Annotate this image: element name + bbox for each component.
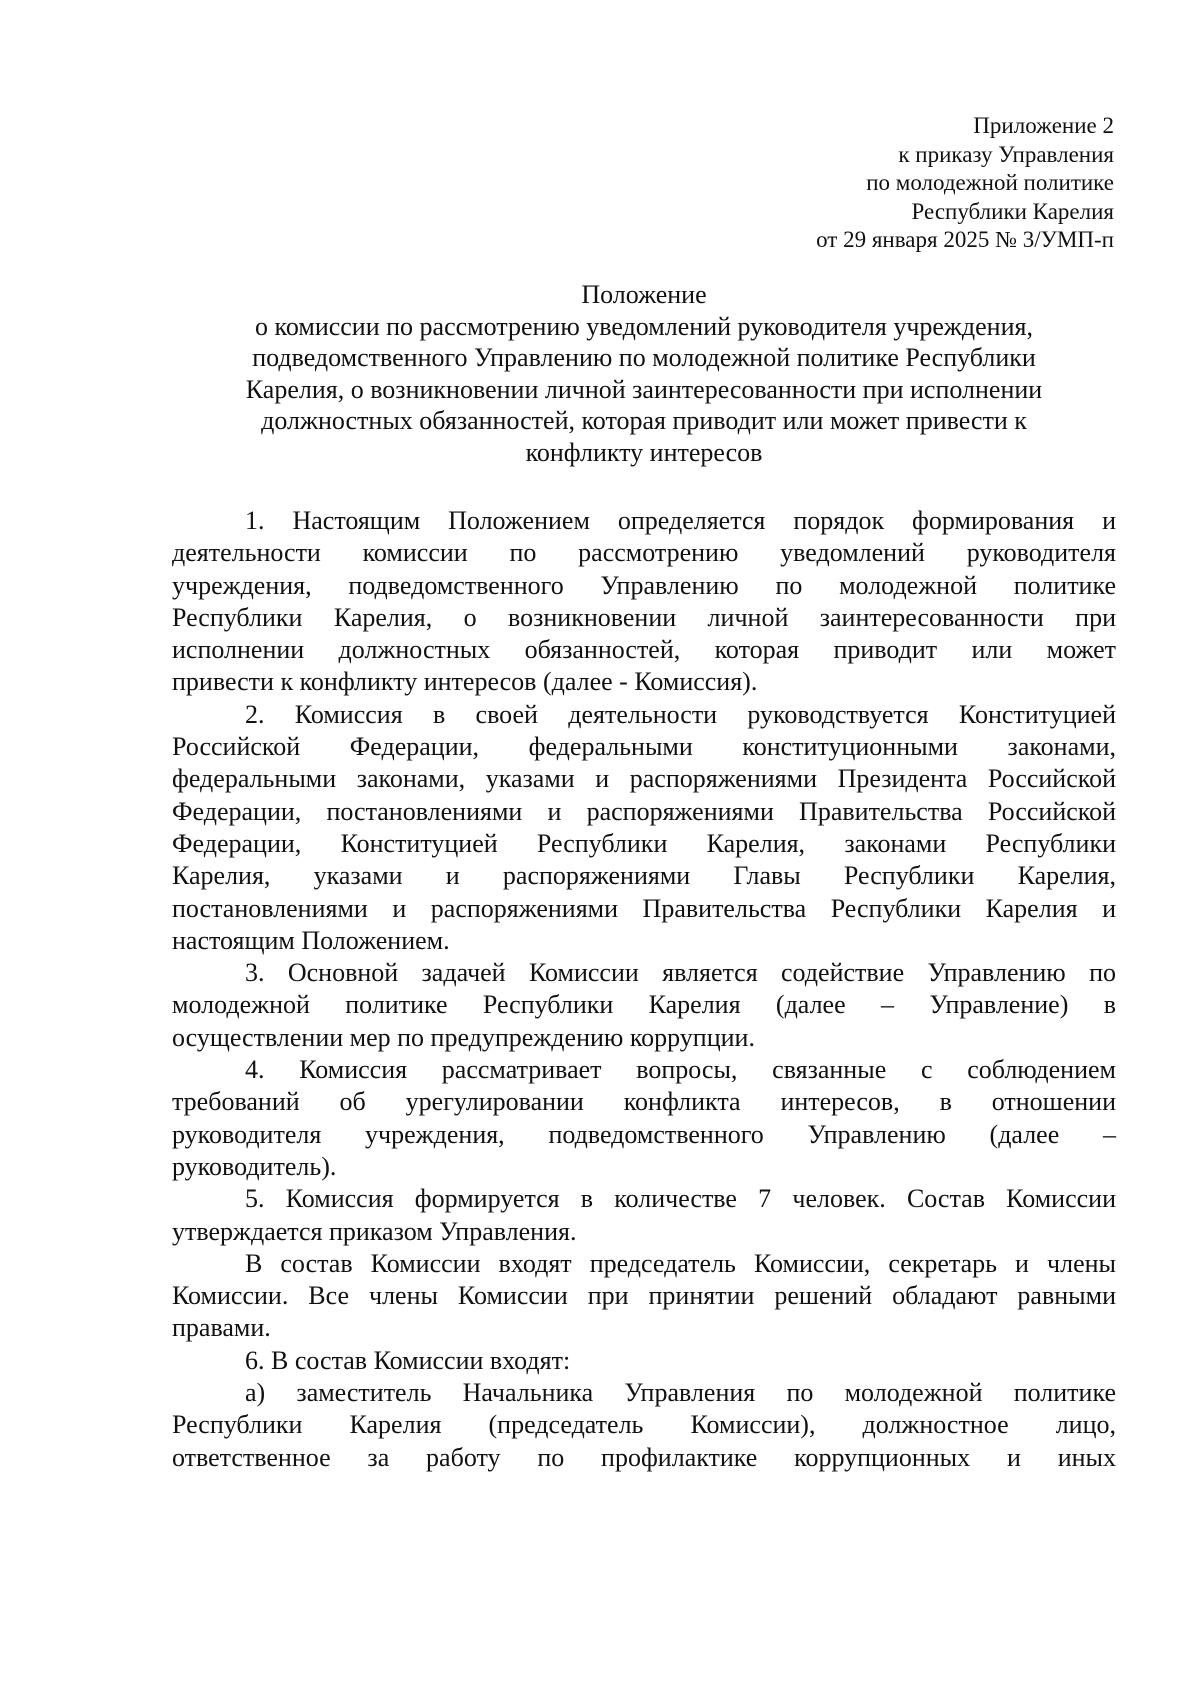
body-paragraph xyxy=(172,699,1116,957)
body-paragraph xyxy=(172,1054,1116,1183)
paragraph-line: 2. Комиссия в своей деятельности руководствуется Конституцией xyxy=(245,699,1116,729)
paragraph-line: Федерации, постановлениями и распоряжениями Правительства Российской xyxy=(172,796,1116,826)
title-line: о комиссии по рассмотрению уведомлений руководителя учреждения, xyxy=(255,311,1033,341)
title-line: Карелия, о возникновении личной заинтересованности при исполнении xyxy=(245,374,1043,404)
appendix-header-line: к приказу Управления xyxy=(898,141,1114,167)
paragraph-line: Комиссии. Все члены Комиссии при принятии решений обладают равными xyxy=(172,1281,1116,1311)
body-paragraph xyxy=(172,1248,1116,1345)
paragraph-line: молодежной политике Республики Карелия (далее – Управление) в xyxy=(172,990,1116,1020)
body-paragraph xyxy=(172,1183,1116,1248)
paragraph-line: В состав Комиссии входят председатель Комиссии, секретарь и члены xyxy=(245,1248,1116,1278)
paragraph-line: Карелия, указами и распоряжениями Главы Республики Карелия, xyxy=(172,861,1116,891)
paragraph-line: исполнении должностных обязанностей, которая приводит или может xyxy=(172,635,1116,665)
paragraph-line: руководитель). xyxy=(172,1151,337,1181)
body-paragraph xyxy=(172,1377,1116,1474)
appendix-header-line: от 29 января 2025 № 3/УМП-п xyxy=(816,227,1114,252)
appendix-header xyxy=(816,112,1114,255)
paragraph-line: настоящим Положением. xyxy=(172,925,450,955)
paragraph-line: деятельности комиссии по рассмотрению уведомлений руководителя xyxy=(172,538,1116,568)
paragraph-line: осуществлении мер по предупреждению коррупции. xyxy=(172,1022,755,1052)
title-line: Положение xyxy=(581,280,707,309)
paragraph-line: Республики Карелия, о возникновении личной заинтересованности при xyxy=(172,602,1116,632)
paragraph-line: 5. Комиссия формируется в количестве 7 человек. Состав Комиссии xyxy=(245,1184,1116,1214)
paragraph-line: утверждается приказом Управления. xyxy=(172,1216,577,1246)
paragraph-line: учреждения, подведомственного Управлению по молодежной политике xyxy=(172,570,1116,600)
body-paragraph xyxy=(172,505,1116,699)
paragraph-line: 1. Настоящим Положением определяется порядок формирования и xyxy=(245,506,1116,535)
paragraph-line: 3. Основной задачей Комиссии является содействие Управлению по xyxy=(245,958,1116,988)
appendix-header-line: по молодежной политике xyxy=(866,170,1114,195)
body-paragraph xyxy=(172,957,1116,1054)
appendix-header-line: Приложение 2 xyxy=(973,113,1114,138)
paragraph-line: федеральными законами, указами и распоряжениями Президента Российской xyxy=(172,764,1116,794)
title-line: подведомственного Управлению по молодежной политике Республики xyxy=(252,343,1036,372)
paragraph-line: ответственное за работу по профилактике коррупционных и иных xyxy=(172,1442,1116,1472)
paragraph-line: постановлениями и распоряжениями Правительства Республики Карелия и xyxy=(172,893,1116,923)
appendix-header-line: Республики Карелия xyxy=(911,198,1114,224)
paragraph-line: а) заместитель Начальника Управления по молодежной политике xyxy=(245,1378,1116,1408)
document-body xyxy=(172,505,1116,1474)
paragraph-line: Федерации, Конституцией Республики Карелия, законами Республики xyxy=(172,828,1116,858)
paragraph-line: Российской Федерации, федеральными конституционными законами, xyxy=(172,732,1116,762)
title-line: конфликту интересов xyxy=(525,437,763,467)
paragraph-line: требований об урегулировании конфликта интересов, в отношении xyxy=(172,1087,1116,1117)
paragraph-line: Республики Карелия (председатель Комиссии), должностное лицо, xyxy=(172,1410,1116,1440)
paragraph-line: 6. В состав Комиссии входят: xyxy=(245,1345,571,1375)
paragraph-line: 4. Комиссия рассматривает вопросы, связанные с соблюдением xyxy=(245,1055,1116,1085)
paragraph-line: привести к конфликту интересов (далее - Комиссия). xyxy=(172,667,758,697)
paragraph-line: правами. xyxy=(172,1313,271,1343)
paragraph-line: руководителя учреждения, подведомственного Управлению (далее – xyxy=(172,1119,1116,1149)
title-line: должностных обязанностей, которая приводит или может привести к xyxy=(261,406,1027,435)
body-paragraph xyxy=(172,1345,1116,1377)
document-title xyxy=(172,279,1116,468)
